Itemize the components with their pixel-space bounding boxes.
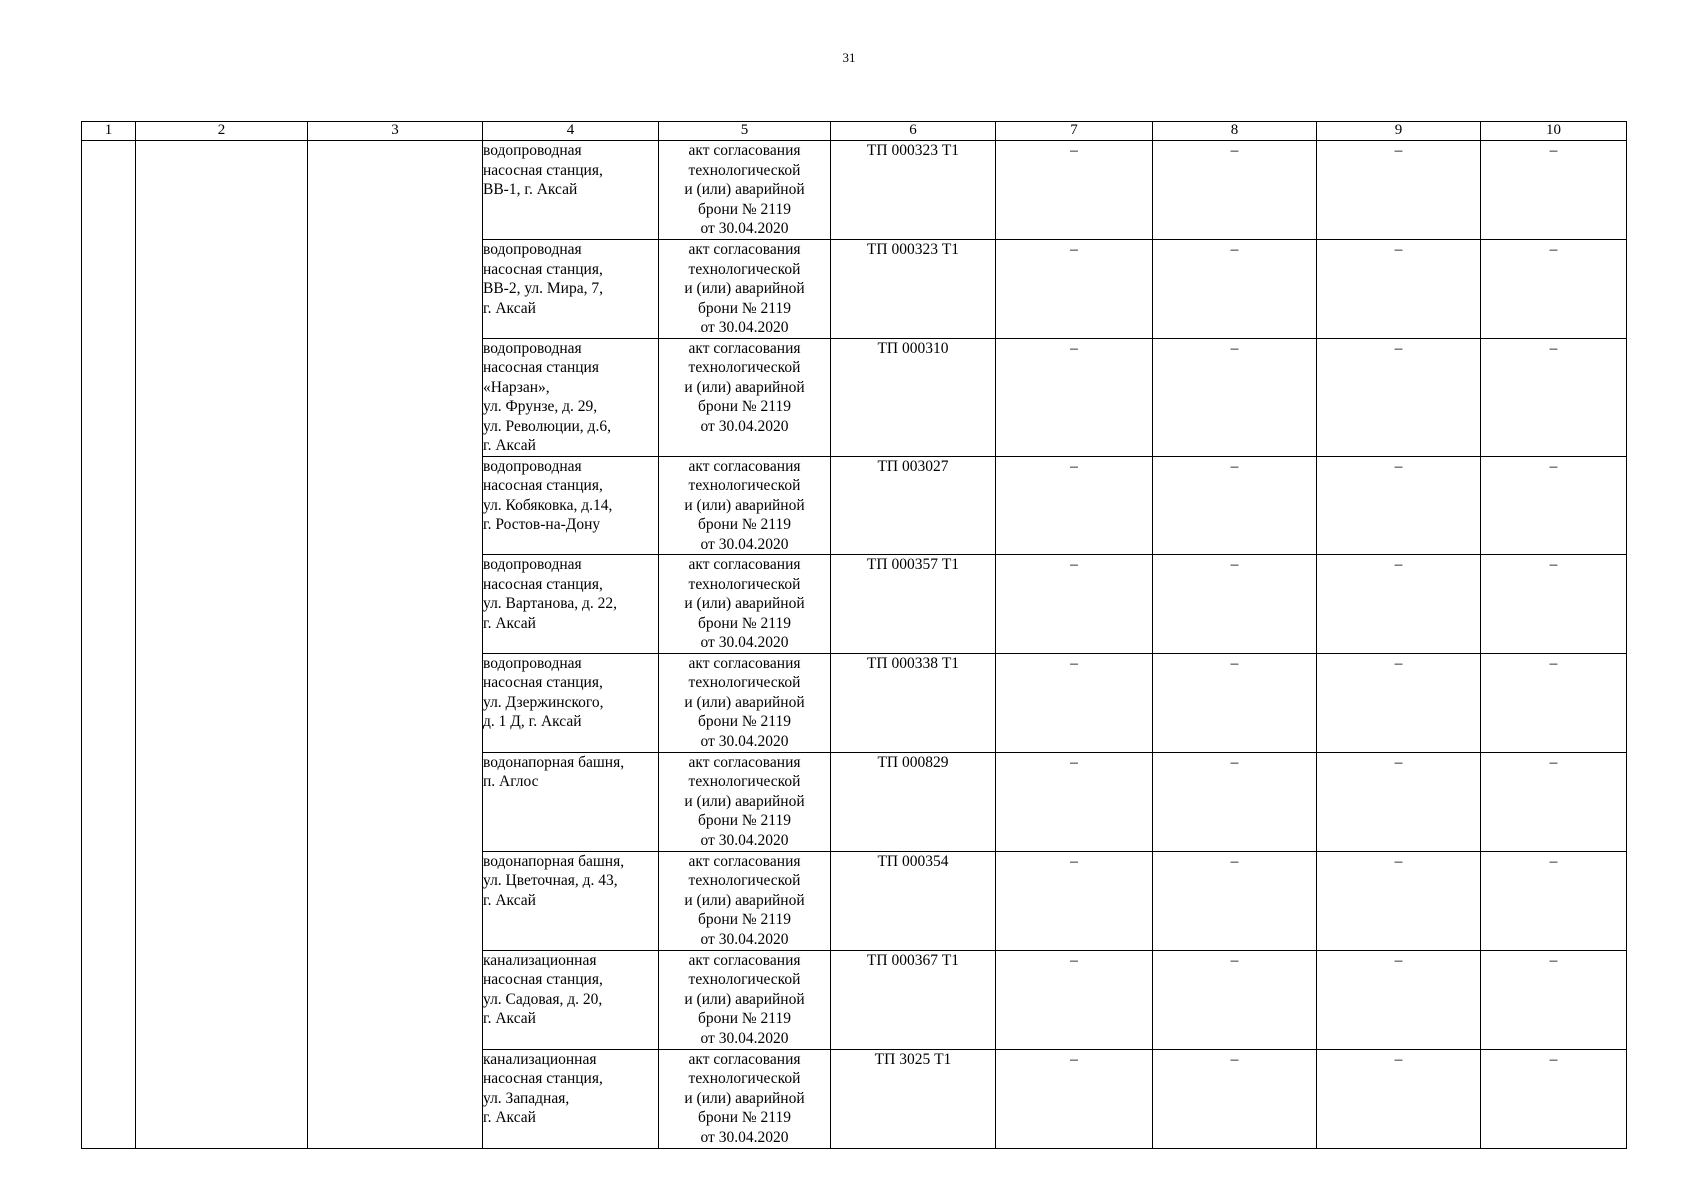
document-line: и (или) аварийной xyxy=(684,280,805,297)
document-line: акт согласования xyxy=(688,339,801,357)
tp-cell: ТП 000357 Т1 xyxy=(831,555,996,654)
document-line: технологической xyxy=(688,575,801,593)
dash-cell: – xyxy=(1317,240,1481,339)
document-line: и (или) аварийной xyxy=(684,792,805,810)
document-line: акт согласования xyxy=(688,852,801,870)
column-header: 5 xyxy=(659,122,831,141)
object-cell xyxy=(483,555,659,654)
dash-cell: – xyxy=(1153,456,1317,555)
column-header: 9 xyxy=(1317,122,1481,141)
dash-cell: – xyxy=(1317,555,1481,654)
object-line: г. Ростов-на-Дону xyxy=(483,516,601,533)
object-line: г. Аксай xyxy=(483,299,536,317)
object-line: г. Аксай xyxy=(483,891,536,909)
header-row xyxy=(82,122,1627,141)
column-header: 1 xyxy=(82,122,136,141)
tp-cell: ТП 000323 Т1 xyxy=(831,141,996,240)
document-line: и (или) аварийной xyxy=(684,1089,805,1107)
document-line: акт согласования xyxy=(688,654,801,672)
object-line: водопроводная xyxy=(483,654,582,672)
document-line: и (или) аварийной xyxy=(684,891,805,909)
dash-cell: – xyxy=(1481,950,1627,1049)
object-cell xyxy=(483,653,659,752)
document-cell xyxy=(659,1049,831,1148)
object-cell xyxy=(483,240,659,339)
column-header: 10 xyxy=(1481,122,1627,141)
object-line: ул. Дзержинского, xyxy=(483,693,604,711)
dash-cell: – xyxy=(996,752,1153,851)
object-cell xyxy=(483,752,659,851)
dash-cell: – xyxy=(1481,141,1627,240)
document-line: технологической xyxy=(688,1070,801,1087)
document-line: и (или) аварийной xyxy=(684,378,805,396)
document-line: технологической xyxy=(688,477,801,494)
object-line: ул. Вартанова, д. 22, xyxy=(483,595,617,612)
object-cell xyxy=(483,141,659,240)
dash-cell: – xyxy=(996,456,1153,555)
document-line: брони № 2119 xyxy=(698,200,791,218)
dash-cell: – xyxy=(996,851,1153,950)
dash-cell: – xyxy=(1481,240,1627,339)
tp-cell: ТП 000338 Т1 xyxy=(831,653,996,752)
document-line: и (или) аварийной xyxy=(684,990,805,1008)
object-line: насосная станция, xyxy=(483,575,603,593)
document-cell xyxy=(659,851,831,950)
object-line: ул. Западная, xyxy=(483,1089,570,1107)
document-line: акт согласования xyxy=(688,457,801,475)
object-line: «Нарзан», xyxy=(483,378,550,396)
document-line: технологической xyxy=(688,773,801,790)
document-line: от 30.04.2020 xyxy=(700,831,789,849)
object-line: водопроводная xyxy=(483,241,582,258)
tp-cell: ТП 000354 xyxy=(831,851,996,950)
document-line: технологической xyxy=(688,971,801,988)
document-line: и (или) аварийной xyxy=(684,181,805,198)
document-line: от 30.04.2020 xyxy=(700,1128,789,1146)
document-line: брони № 2119 xyxy=(698,516,791,533)
document-line: брони № 2119 xyxy=(698,614,791,632)
document-cell xyxy=(659,240,831,339)
dash-cell: – xyxy=(1481,752,1627,851)
dash-cell: – xyxy=(996,950,1153,1049)
object-line: ул. Садовая, д. 20, xyxy=(483,990,603,1008)
document-line: от 30.04.2020 xyxy=(700,1029,789,1047)
dash-cell: – xyxy=(1317,338,1481,456)
table-row xyxy=(82,141,1627,240)
object-line: канализационная xyxy=(483,1050,597,1068)
object-line: водопроводная xyxy=(483,142,582,159)
document-cell xyxy=(659,950,831,1049)
dash-cell: – xyxy=(1481,851,1627,950)
document-line: технологической xyxy=(688,260,801,278)
dash-cell: – xyxy=(1481,653,1627,752)
dash-cell: – xyxy=(1317,653,1481,752)
document-line: брони № 2119 xyxy=(698,1010,791,1027)
object-line: водопроводная xyxy=(483,556,582,573)
object-line: п. Аглос xyxy=(483,773,539,790)
document-line: брони № 2119 xyxy=(698,1109,791,1126)
document-line: от 30.04.2020 xyxy=(700,930,789,948)
document-line: брони № 2119 xyxy=(698,713,791,730)
dash-cell: – xyxy=(1317,752,1481,851)
object-cell xyxy=(483,456,659,555)
document-cell xyxy=(659,141,831,240)
dash-cell: – xyxy=(1317,950,1481,1049)
tp-cell: ТП 000829 xyxy=(831,752,996,851)
dash-cell: – xyxy=(1153,338,1317,456)
document-line: акт согласования xyxy=(688,142,801,159)
object-line: насосная станция, xyxy=(483,260,603,278)
column-header: 6 xyxy=(831,122,996,141)
dash-cell: – xyxy=(1317,141,1481,240)
dash-cell: – xyxy=(1317,851,1481,950)
document-line: и (или) аварийной xyxy=(684,693,805,711)
column-header: 8 xyxy=(1153,122,1317,141)
object-line: водонапорная башня, xyxy=(483,852,625,870)
page-number: 31 xyxy=(842,50,856,65)
object-line: ул. Цветочная, д. 43, xyxy=(483,872,618,889)
document-line: от 30.04.2020 xyxy=(700,417,789,435)
dash-cell: – xyxy=(996,653,1153,752)
object-line: г. Аксай xyxy=(483,1109,536,1126)
tp-cell: ТП 3025 Т1 xyxy=(831,1049,996,1148)
object-line: д. 1 Д, г. Аксай xyxy=(483,713,582,730)
document-cell xyxy=(659,338,831,456)
dash-cell: – xyxy=(996,141,1153,240)
document-line: технологической xyxy=(688,161,801,179)
table-cell-empty xyxy=(136,141,308,1149)
object-line: г. Аксай xyxy=(483,1010,536,1027)
tp-cell: ТП 003027 xyxy=(831,456,996,555)
dash-cell: – xyxy=(1153,555,1317,654)
object-line: насосная станция, xyxy=(483,971,603,988)
tp-cell: ТП 000367 Т1 xyxy=(831,950,996,1049)
object-line: г. Аксай xyxy=(483,437,536,454)
dash-cell: – xyxy=(996,555,1153,654)
column-header: 7 xyxy=(996,122,1153,141)
dash-cell: – xyxy=(1153,653,1317,752)
object-cell xyxy=(483,338,659,456)
document-line: от 30.04.2020 xyxy=(700,535,789,553)
document-line: акт согласования xyxy=(688,753,801,771)
document-line: технологической xyxy=(688,872,801,889)
object-line: ВВ-2, ул. Мира, 7, xyxy=(483,280,603,297)
document-line: акт согласования xyxy=(688,241,801,258)
tp-cell: ТП 000310 xyxy=(831,338,996,456)
object-line: ул. Фрунзе, д. 29, xyxy=(483,398,598,415)
document-line: брони № 2119 xyxy=(698,398,791,415)
object-line: ул. Революции, д.6, xyxy=(483,417,611,435)
dash-cell: – xyxy=(1153,950,1317,1049)
document-cell xyxy=(659,555,831,654)
document-line: от 30.04.2020 xyxy=(700,634,789,651)
document-line: акт согласования xyxy=(688,556,801,573)
dash-cell: – xyxy=(1153,752,1317,851)
object-line: ВВ-1, г. Аксай xyxy=(483,181,578,198)
column-header: 4 xyxy=(483,122,659,141)
document-line: технологической xyxy=(688,674,801,691)
dash-cell: – xyxy=(1153,141,1317,240)
document-line: технологической xyxy=(688,359,801,376)
dash-cell: – xyxy=(1481,456,1627,555)
dash-cell: – xyxy=(1153,240,1317,339)
document-line: брони № 2119 xyxy=(698,812,791,829)
document-cell xyxy=(659,653,831,752)
document-line: от 30.04.2020 xyxy=(700,319,789,336)
object-line: канализационная xyxy=(483,951,597,969)
dash-cell: – xyxy=(1317,1049,1481,1148)
document-cell xyxy=(659,456,831,555)
dash-cell: – xyxy=(1481,338,1627,456)
object-line: ул. Кобяковка, д.14, xyxy=(483,496,613,514)
object-line: насосная станция xyxy=(483,359,599,376)
dash-cell: – xyxy=(996,1049,1153,1148)
column-header: 3 xyxy=(308,122,483,141)
document-line: от 30.04.2020 xyxy=(700,220,789,237)
dash-cell: – xyxy=(1317,456,1481,555)
table-cell-empty xyxy=(308,141,483,1149)
object-line: насосная станция, xyxy=(483,477,603,494)
dash-cell: – xyxy=(1481,1049,1627,1148)
dash-cell: – xyxy=(1153,1049,1317,1148)
object-line: насосная станция, xyxy=(483,161,603,179)
data-table xyxy=(81,121,1627,1149)
document-line: брони № 2119 xyxy=(698,299,791,317)
object-line: водонапорная башня, xyxy=(483,753,625,771)
column-header: 2 xyxy=(136,122,308,141)
document-line: и (или) аварийной xyxy=(684,595,805,612)
document-line: брони № 2119 xyxy=(698,911,791,928)
dash-cell: – xyxy=(1481,555,1627,654)
document-line: акт согласования xyxy=(688,1050,801,1068)
object-cell xyxy=(483,1049,659,1148)
document-line: от 30.04.2020 xyxy=(700,732,789,750)
document-line: и (или) аварийной xyxy=(684,496,805,514)
object-line: г. Аксай xyxy=(483,614,536,632)
object-line: водопроводная xyxy=(483,339,582,357)
document-line: акт согласования xyxy=(688,951,801,969)
tp-cell: ТП 000323 Т1 xyxy=(831,240,996,339)
dash-cell: – xyxy=(996,338,1153,456)
object-cell xyxy=(483,950,659,1049)
table-cell-empty xyxy=(82,141,136,1149)
document-cell xyxy=(659,752,831,851)
object-line: насосная станция, xyxy=(483,674,603,691)
object-line: насосная станция, xyxy=(483,1070,603,1087)
dash-cell: – xyxy=(996,240,1153,339)
object-cell xyxy=(483,851,659,950)
object-line: водопроводная xyxy=(483,457,582,475)
dash-cell: – xyxy=(1153,851,1317,950)
